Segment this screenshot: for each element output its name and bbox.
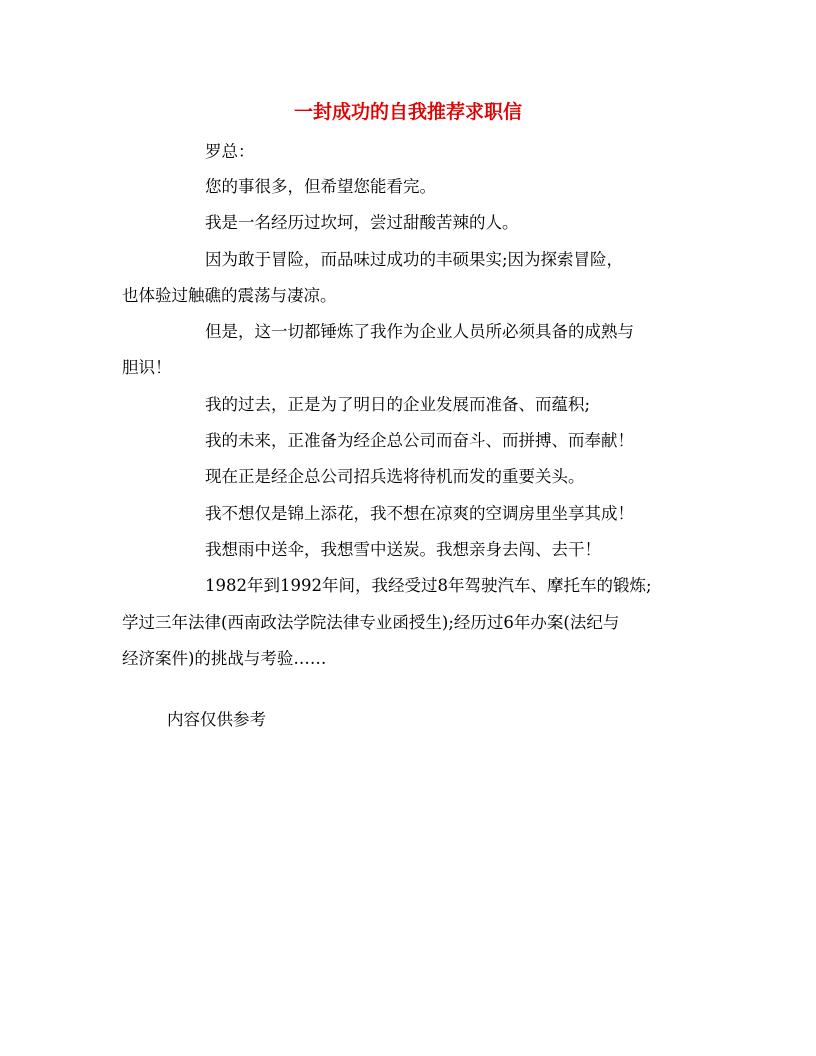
paragraph-line: 现在正是经企总公司招兵选将待机而发的重要关头。	[205, 467, 585, 486]
paragraph-line: 1982年到1992年间，我经受过8年驾驶汽车、摩托车的锻炼;	[205, 576, 652, 595]
paragraph-line: 我的过去，正是为了明日的企业发展而准备、而蕴积;	[205, 395, 591, 414]
paragraph-line: 我想雨中送伞，我想雪中送炭。我想亲身去闯、去干！	[205, 540, 601, 559]
paragraph-line: 我的未来，正准备为经企总公司而奋斗、而拼搏、而奉献！	[205, 431, 634, 450]
paragraph-line: 胆识！	[122, 358, 172, 377]
document-title: 一封成功的自我推荐求职信	[293, 101, 522, 123]
salutation: 罗总：	[205, 142, 255, 161]
paragraph-line: 但是，这一切都锤炼了我作为企业人员所必须具备的成熟与	[205, 322, 634, 341]
paragraph-line: 您的事很多，但希望您能看完。	[205, 177, 436, 196]
paragraph-line: 学过三年法律(西南政法学院法律专业函授生);经历过6年办案(法纪与	[122, 613, 620, 632]
paragraph-line: 我不想仅是锦上添花，我不想在凉爽的空调房里坐享其成！	[205, 504, 634, 523]
paragraph-line: 经济案件)的挑战与考验……	[122, 649, 327, 668]
paragraph-line: 也体验过触礁的震荡与凄凉。	[122, 286, 337, 305]
footer-note: 内容仅供参考	[167, 710, 266, 729]
paragraph-line: 我是一名经历过坎坷，尝过甜酸苦辣的人。	[205, 213, 519, 232]
paragraph-line: 因为敢于冒险，而品味过成功的丰硕果实;因为探索冒险，	[205, 250, 624, 269]
